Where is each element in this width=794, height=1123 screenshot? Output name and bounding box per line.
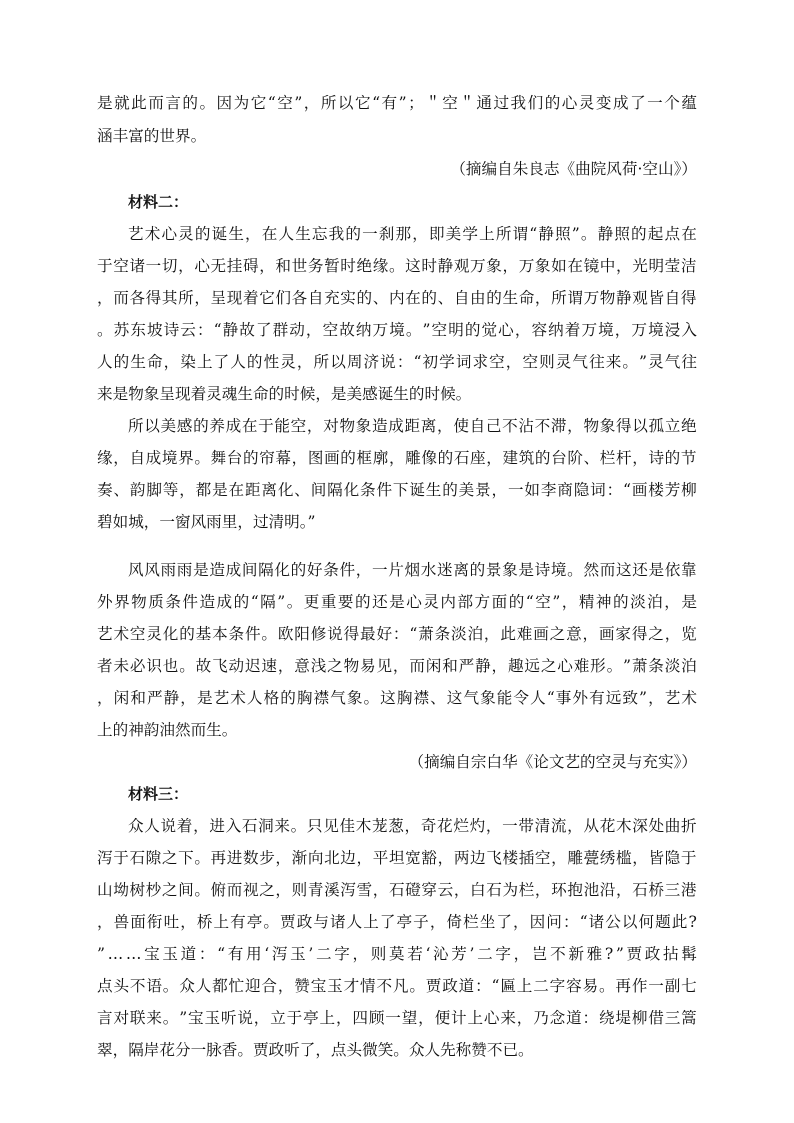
text-line: 外 界 物 质 条 件 造 成 的 “ 隔 ” 。 更 重 要 的 还 是 心 灵 内 部 方 面 的 “ 空 ” ， 精 神 的 淡 泊 ， 是 xyxy=(97,593,697,611)
source-citation: （摘编自朱良志《曲院风荷·空山》） xyxy=(450,160,697,178)
section-heading: 材料二： xyxy=(128,193,189,211)
text-line: 艺 术 心 灵 的 诞 生 ， 在 人 生 忘 我 的 一 刹 那 ， 即 美 学 上 所 谓 “ 静 照 ” 。 静 照 的 起 点 在 xyxy=(128,225,697,243)
text-line: 。 苏 东 坡 诗 云 ： “ 静 故 了 群 动 ， 空 故 纳 万 境 。 ” 空 明 的 觉 心 ， 容 纳 着 万 境 ， 万 境 浸 入 xyxy=(97,321,697,339)
text-line: 风 风 雨 雨 是 造 成 间 隔 化 的 好 条 件 ， 一 片 烟 水 迷 离 的 景 象 是 诗 境 。 然 而 这 还 是 依 靠 xyxy=(128,561,697,579)
text-line: 艺 术 空 灵 化 的 基 本 条 件 。 欧 阳 修 说 得 最 好 ： “ 萧 条 淡 泊 ， 此 难 画 之 意 ， 画 家 得 之 ， 览 xyxy=(97,625,697,643)
text-line: 涵丰富的世界。 xyxy=(97,127,207,145)
text-line: ， 兽 面 衔 吐 ， 桥 上 有 亭 。 贾 政 与 诸 人 上 了 亭 子 ， 倚 栏 坐 了 ， 因 问 ： “ 诸 公 以 何 题 此 ? xyxy=(97,913,697,931)
text-line: 山 坳 树 杪 之 间 。 俯 而 视 之 ， 则 青 溪 泻 雪 ， 石 磴 穿 云 ， 白 石 为 栏 ， 环 抱 池 沿 ， 石 桥 三 港 xyxy=(97,881,697,899)
text-line: 奏 、 韵 脚 等 ， 都 是 在 距 离 化 、 间 隔 化 条 件 下 诞 生 的 美 景 ， 一 如 李 商 隐 词 ： “ 画 楼 芳 柳 xyxy=(97,481,697,499)
text-line: ， 闲 和 严 静 ， 是 艺 术 人 格 的 胸 襟 气 象 。 这 胸 襟 、 这 气 象 能 令 人 “ 事 外 有 远 致 ” ， 艺 术 xyxy=(97,689,697,707)
text-line: 者 未 必 识 也 。 故 飞 动 迟 速 ， 意 浅 之 物 易 见 ， 而 闲 和 严 静 ， 趣 远 之 心 难 形 。 ” 萧 条 淡 泊 xyxy=(97,657,697,675)
text-line: 泻 于 石 隙 之 下 。 再 进 数 步 ， 渐 向 北 边 ， 平 坦 宽 豁 ， 两 边 飞 楼 插 空 ， 雕 甍 绣 槛 ， 皆 隐 于 xyxy=(97,849,697,867)
text-line: 言 对 联 来 。 ” 宝 玉 听 说 ， 立 于 亭 上 ， 四 顾 一 望 ， 便 计 上 心 来 ， 乃 念 道 ： 绕 堤 柳 借 三 篙 xyxy=(97,1009,697,1027)
text-line: 所 以 美 感 的 养 成 在 于 能 空 ， 对 物 象 造 成 距 离 ， 使 自 己 不 沾 不 滞 ， 物 象 得 以 孤 立 绝 xyxy=(128,417,697,435)
text-line: 点 头 不 语 。 众 人 都 忙 迎 合 ， 赞 宝 玉 才 情 不 凡 。 贾 政 道 ： “ 匾 上 二 字 容 易 。 再 作 一 副 七 xyxy=(97,977,697,995)
text-line: 人 的 生 命 ， 染 上 了 人 的 性 灵 ， 所 以 周 济 说 ： “ 初 学 词 求 空 ， 空 则 灵 气 往 来 。 ” 灵 气 往 xyxy=(97,353,697,371)
text-line: ， 而 各 得 其 所 ， 呈 现 着 它 们 各 自 充 实 的 、 内 在 的 、 自 由 的 生 命 ， 所 谓 万 物 静 观 皆 自 得 xyxy=(97,289,697,307)
text-line: 翠，隔岸花分一脉香。贾政听了，点头微笑。众人先称赞不已。 xyxy=(97,1041,534,1059)
section-heading: 材料三： xyxy=(128,785,189,803)
text-line: 于 空 诸 一 切 ， 心 无 挂 碍 ， 和 世 务 暂 时 绝 缘 。 这 时 静 观 万 象 ， 万 象 如 在 镜 中 ， 光 明 莹 洁 xyxy=(97,257,697,275)
text-line: 上的神韵油然而生。 xyxy=(97,721,238,739)
text-line: 缘 ， 自 成 境 界 。 舞 台 的 帘 幕 ， 图 画 的 框 廓 ， 雕 像 的 石 座 ， 建 筑 的 台 阶 、 栏 杆 ， 诗 的 节 xyxy=(97,449,697,467)
text-line: 碧如城，一窗风雨里，过清明。” xyxy=(97,513,316,531)
text-line: 是 就 此 而 言 的 。 因 为 它 “ 空 ” ， 所 以 它 “ 有 ” ； ＂ 空 ＂ 通 过 我 们 的 心 灵 变 成 了 一 个 蕴 xyxy=(97,94,697,112)
text-line: 众 人 说 着 ， 进 入 石 洞 来 。 只 见 佳 木 茏 葱 ， 奇 花 烂 灼 ， 一 带 清 流 ， 从 花 木 深 处 曲 折 xyxy=(128,817,697,835)
text-line: 来是物象呈现着灵魂生命的时候，是美感诞生的时候。 xyxy=(97,385,472,403)
text-line: ” … … 宝 玉 道 ： “ 有 用 ‘ 泻 玉 ’ 二 字 ， 则 莫 若 ‘ 沁 芳 ’ 二 字 ， 岂 不 新 雅 ? ” 贾 政 拈 髯 xyxy=(97,945,697,963)
source-citation: （摘编自宗白华《论文艺的空灵与充实》） xyxy=(408,753,697,771)
